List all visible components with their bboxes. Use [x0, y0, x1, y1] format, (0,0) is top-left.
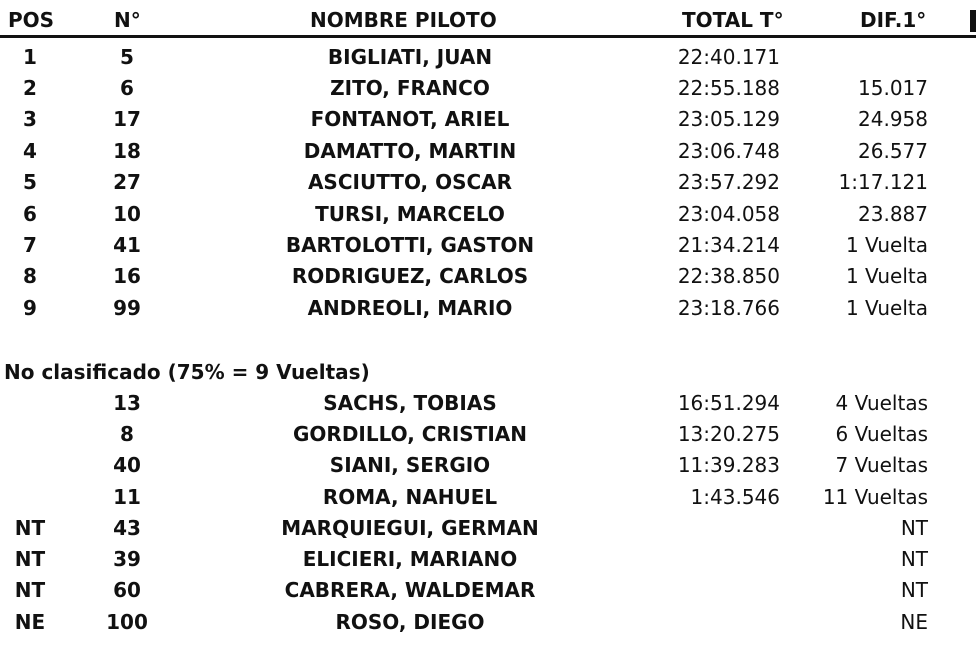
- row-pos: 2: [23, 76, 37, 100]
- table-row: [0, 485, 976, 516]
- row-driver-name: CABRERA, WALDEMAR: [284, 578, 536, 602]
- row-number: 40: [113, 453, 141, 477]
- header-gap-first: DIF.1°: [860, 8, 927, 32]
- row-number: 100: [106, 610, 148, 634]
- row-number: 16: [113, 264, 141, 288]
- row-number: 18: [113, 139, 141, 163]
- table-row: [0, 610, 976, 641]
- cropped-column-edge: [970, 10, 976, 32]
- row-gap: 11 Vueltas: [822, 485, 928, 509]
- table-row: [0, 45, 976, 76]
- row-driver-name: GORDILLO, CRISTIAN: [293, 422, 527, 446]
- row-gap: 26.577: [858, 139, 928, 163]
- row-gap: 1 Vuelta: [845, 233, 928, 257]
- table-row: [0, 170, 976, 201]
- table-row: [0, 578, 976, 609]
- row-pos: 8: [23, 264, 37, 288]
- row-gap: 15.017: [858, 76, 928, 100]
- row-total-time: 23:57.292: [677, 170, 780, 194]
- row-driver-name: SACHS, TOBIAS: [323, 391, 497, 415]
- row-pos: 1: [23, 45, 37, 69]
- row-total-time: 22:38.850: [677, 264, 780, 288]
- row-total-time: 22:55.188: [677, 76, 780, 100]
- table-row: [0, 296, 976, 327]
- row-total-time: 23:04.058: [677, 202, 780, 226]
- row-number: 6: [120, 76, 134, 100]
- row-driver-name: ANDREOLI, MARIO: [307, 296, 513, 320]
- table-row: [0, 391, 976, 422]
- row-gap: 1:17.121: [838, 170, 928, 194]
- row-number: 8: [120, 422, 134, 446]
- row-driver-name: SIANI, SERGIO: [329, 453, 491, 477]
- row-driver-name: ZITO, FRANCO: [330, 76, 490, 100]
- row-pos: 4: [23, 139, 37, 163]
- row-total-time: 16:51.294: [677, 391, 780, 415]
- table-row: [0, 453, 976, 484]
- row-pos: 3: [23, 107, 37, 131]
- row-gap: NT: [900, 547, 928, 571]
- row-driver-name: ASCIUTTO, OSCAR: [307, 170, 513, 194]
- table-row: [0, 547, 976, 578]
- row-driver-name: RODRIGUEZ, CARLOS: [291, 264, 529, 288]
- header-pos: POS: [8, 8, 55, 32]
- row-pos: NT: [14, 578, 46, 602]
- row-pos: 6: [23, 202, 37, 226]
- header-number: N°: [114, 8, 141, 32]
- row-gap: 23.887: [858, 202, 928, 226]
- row-number: 11: [113, 485, 141, 509]
- row-gap: 24.958: [858, 107, 928, 131]
- table-row: [0, 422, 976, 453]
- row-number: 17: [113, 107, 141, 131]
- row-driver-name: TURSI, MARCELO: [315, 202, 505, 226]
- table-row: [0, 107, 976, 138]
- row-driver-name: DAMATTO, MARTIN: [303, 139, 517, 163]
- row-gap: 1 Vuelta: [845, 264, 928, 288]
- row-driver-name: BIGLIATI, JUAN: [327, 45, 493, 69]
- not-classified-heading: No clasificado (75% = 9 Vueltas): [4, 360, 370, 384]
- row-total-time: 23:18.766: [677, 296, 780, 320]
- row-pos: 5: [23, 170, 37, 194]
- row-number: 43: [113, 516, 141, 540]
- row-gap: 7 Vueltas: [835, 453, 928, 477]
- row-driver-name: ROMA, NAHUEL: [322, 485, 498, 509]
- row-driver-name: BARTOLOTTI, GASTON: [285, 233, 535, 257]
- row-gap: NT: [900, 578, 928, 602]
- row-number: 99: [113, 296, 141, 320]
- header-driver-name: NOMBRE PILOTO: [310, 8, 497, 32]
- table-row: [0, 202, 976, 233]
- row-gap: 1 Vuelta: [845, 296, 928, 320]
- header-total-time: TOTAL T°: [682, 8, 784, 32]
- row-number: 27: [113, 170, 141, 194]
- row-driver-name: FONTANOT, ARIEL: [310, 107, 510, 131]
- row-gap: NT: [900, 516, 928, 540]
- table-row: [0, 233, 976, 264]
- row-number: 5: [120, 45, 134, 69]
- row-driver-name: ROSO, DIEGO: [335, 610, 485, 634]
- table-row: [0, 76, 976, 107]
- row-gap: 4 Vueltas: [835, 391, 928, 415]
- row-number: 10: [113, 202, 141, 226]
- table-row: [0, 264, 976, 295]
- row-total-time: 23:06.748: [677, 139, 780, 163]
- row-pos: NT: [14, 547, 46, 571]
- row-total-time: 1:43.546: [690, 485, 780, 509]
- row-pos: 7: [23, 233, 37, 257]
- row-total-time: 11:39.283: [677, 453, 780, 477]
- row-total-time: 22:40.171: [677, 45, 780, 69]
- row-driver-name: MARQUIEGUI, GERMAN: [281, 516, 539, 540]
- row-total-time: 21:34.214: [677, 233, 780, 257]
- row-driver-name: ELICIERI, MARIANO: [302, 547, 518, 571]
- row-total-time: 23:05.129: [677, 107, 780, 131]
- row-pos: NT: [14, 516, 46, 540]
- table-header: [0, 8, 976, 36]
- row-gap: NE: [900, 610, 928, 634]
- row-pos: NE: [14, 610, 46, 634]
- table-row: [0, 139, 976, 170]
- row-pos: 9: [23, 296, 37, 320]
- row-number: 60: [113, 578, 141, 602]
- row-number: 39: [113, 547, 141, 571]
- header-rule: [0, 35, 976, 38]
- row-number: 13: [113, 391, 141, 415]
- table-row: [0, 516, 976, 547]
- row-gap: 6 Vueltas: [835, 422, 928, 446]
- row-total-time: 13:20.275: [677, 422, 780, 446]
- row-number: 41: [113, 233, 141, 257]
